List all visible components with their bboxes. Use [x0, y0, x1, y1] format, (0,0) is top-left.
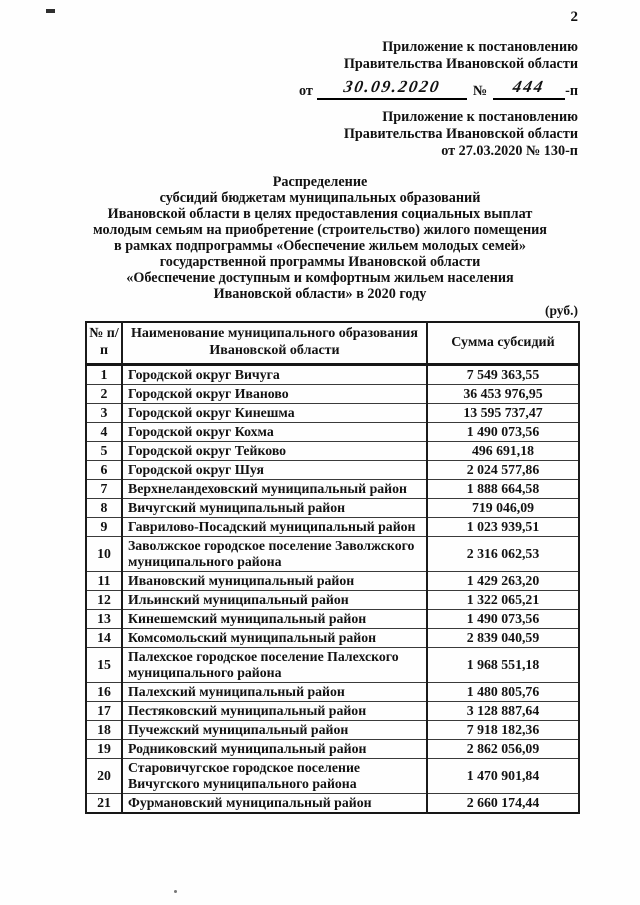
title-line: «Обеспечение доступным и комфортным жильем населения: [126, 270, 514, 286]
row-number: 8: [86, 499, 122, 518]
subsidy-amount: 1 322 065,21: [427, 591, 579, 610]
header-municipality: Наименование муниципального образования Ивановской области: [122, 322, 427, 365]
handwritten-number: 444: [511, 77, 547, 96]
subsidy-amount: 1 968 551,18: [427, 648, 579, 683]
row-number: 21: [86, 794, 122, 814]
handwritten-date: 30.09.2020: [341, 77, 442, 96]
row-number: 10: [86, 537, 122, 572]
scan-artifact-dash: [46, 9, 55, 13]
municipality-name: Городской округ Кохма: [122, 423, 427, 442]
municipality-name: Палехский муниципальный район: [122, 683, 427, 702]
municipality-name: Вичугский муниципальный район: [122, 499, 427, 518]
subsidy-amount: 1 429 263,20: [427, 572, 579, 591]
municipality-name: Пучежский муниципальный район: [122, 721, 427, 740]
municipality-name: Городской округ Тейково: [122, 442, 427, 461]
municipality-name: Ильинский муниципальный район: [122, 591, 427, 610]
table-row: [86, 683, 579, 702]
currency-note: (руб.): [544, 303, 578, 318]
subsidy-amount: 13 595 737,47: [427, 404, 579, 423]
decree-date-line: [299, 77, 578, 100]
appendix-line: от 27.03.2020 № 130-п: [441, 143, 578, 159]
municipality-name: Фурмановский муниципальный район: [122, 794, 427, 814]
appendix-line: Правительства Ивановской области: [343, 126, 578, 142]
table-row: [86, 499, 579, 518]
table-row: [86, 702, 579, 721]
table-row: [86, 442, 579, 461]
subsidy-amount: 2 024 577,86: [427, 461, 579, 480]
municipality-name: Родниковский муниципальный район: [122, 740, 427, 759]
scan-artifact-dot: [174, 890, 177, 893]
number-sign: №: [472, 83, 488, 99]
appendix-printed-block: [344, 109, 578, 160]
table-header: [86, 322, 579, 365]
subsidy-amount: 2 660 174,44: [427, 794, 579, 814]
row-number: 7: [86, 480, 122, 499]
appendix-line: Приложение к постановлению: [382, 39, 578, 55]
row-number: 12: [86, 591, 122, 610]
table-row: [86, 572, 579, 591]
subsidy-amount: 1 888 664,58: [427, 480, 579, 499]
subsidy-amount: 2 316 062,53: [427, 537, 579, 572]
row-number: 11: [86, 572, 122, 591]
handwritten-date-blank: [317, 77, 467, 100]
title-line: Распределение: [272, 174, 368, 190]
municipality-name: Городской округ Вичуга: [122, 365, 427, 385]
municipality-name: Пестяковский муниципальный район: [122, 702, 427, 721]
appendix-handwritten-block: [299, 39, 578, 100]
date-prefix: от: [298, 83, 313, 99]
table-row: [86, 537, 579, 572]
municipality-name: Верхнеландеховский муниципальный район: [122, 480, 427, 499]
row-number: 17: [86, 702, 122, 721]
page-number: 2: [570, 9, 578, 25]
row-number: 18: [86, 721, 122, 740]
row-number: 19: [86, 740, 122, 759]
row-number: 6: [86, 461, 122, 480]
municipality-name: Ивановский муниципальный район: [122, 572, 427, 591]
subsidy-amount: 3 128 887,64: [427, 702, 579, 721]
table-row: [86, 629, 579, 648]
municipality-name: Городской округ Иваново: [122, 385, 427, 404]
table-row: [86, 385, 579, 404]
table-row: [86, 518, 579, 537]
municipality-name: Заволжское городское поселение Заволжского муниципального района: [122, 537, 427, 572]
subsidy-amount: 7 918 182,36: [427, 721, 579, 740]
title-line: государственной программы Ивановской области: [159, 254, 481, 270]
table-row: [86, 480, 579, 499]
subsidy-amount: 496 691,18: [427, 442, 579, 461]
row-number: 2: [86, 385, 122, 404]
row-number: 16: [86, 683, 122, 702]
row-number: 15: [86, 648, 122, 683]
table-row: [86, 591, 579, 610]
table-row: [86, 759, 579, 794]
title-line: молодым семьям на приобретение (строительство) жилого помещения: [93, 222, 547, 238]
row-number: 3: [86, 404, 122, 423]
subsidy-amount: 36 453 976,95: [427, 385, 579, 404]
table-row: [86, 610, 579, 629]
table-row: [86, 740, 579, 759]
handwritten-number-blank: [493, 77, 565, 100]
document-title: [0, 174, 640, 302]
title-line: Ивановской области в целях предоставления социальных выплат: [107, 206, 533, 222]
row-number: 20: [86, 759, 122, 794]
row-number: 13: [86, 610, 122, 629]
table-row: [86, 648, 579, 683]
municipality-name: Кинешемский муниципальный район: [122, 610, 427, 629]
municipality-name: Старовичугское городское поселение Вичугского муниципального района: [122, 759, 427, 794]
table-row: [86, 721, 579, 740]
subsidy-amount: 1 023 939,51: [427, 518, 579, 537]
subsidy-amount: 719 046,09: [427, 499, 579, 518]
appendix-line: Приложение к постановлению: [382, 109, 578, 125]
subsidy-amount: 1 470 901,84: [427, 759, 579, 794]
table-row: [86, 794, 579, 814]
subsidy-amount: 1 480 805,76: [427, 683, 579, 702]
title-line: Ивановской области» в 2020 году: [213, 286, 427, 302]
table-row: [86, 461, 579, 480]
table-row: [86, 404, 579, 423]
subsidy-amount: 2 839 040,59: [427, 629, 579, 648]
title-line: субсидий бюджетам муниципальных образований: [159, 190, 481, 206]
municipality-name: Палехское городское поселение Палехского муниципального района: [122, 648, 427, 683]
appendix-line: Правительства Ивановской области: [343, 56, 578, 72]
table-row: [86, 423, 579, 442]
subsidy-amount: 1 490 073,56: [427, 610, 579, 629]
number-suffix: -п: [565, 83, 578, 99]
row-number: 14: [86, 629, 122, 648]
row-number: 5: [86, 442, 122, 461]
title-line: в рамках подпрограммы «Обеспечение жильем молодых семей»: [114, 238, 526, 254]
row-number: 9: [86, 518, 122, 537]
municipality-name: Городской округ Шуя: [122, 461, 427, 480]
row-number: 4: [86, 423, 122, 442]
header-row-number: № п/п: [86, 322, 122, 365]
table-body: [86, 365, 579, 814]
subsidy-table: [85, 321, 580, 814]
row-number: 1: [86, 365, 122, 385]
subsidy-amount: 2 862 056,09: [427, 740, 579, 759]
municipality-name: Гаврилово-Посадский муниципальный район: [122, 518, 427, 537]
municipality-name: Комсомольский муниципальный район: [122, 629, 427, 648]
table-row: [86, 365, 579, 385]
header-subsidy-sum: Сумма субсидий: [427, 322, 579, 365]
subsidy-amount: 7 549 363,55: [427, 365, 579, 385]
subsidy-amount: 1 490 073,56: [427, 423, 579, 442]
municipality-name: Городской округ Кинешма: [122, 404, 427, 423]
